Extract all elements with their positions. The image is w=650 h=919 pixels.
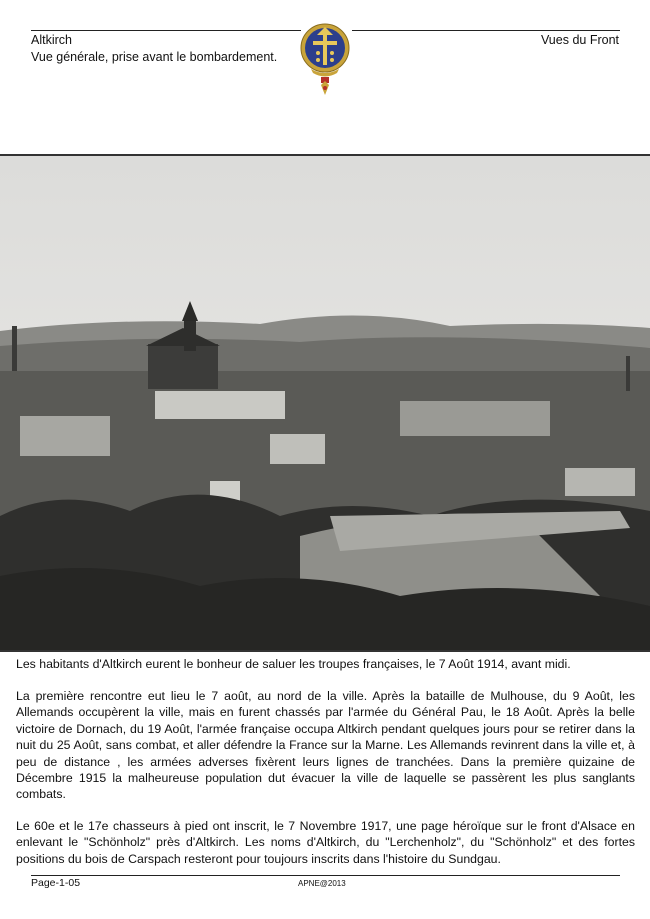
header-rule-left (31, 30, 301, 31)
coat-of-arms-icon (299, 15, 351, 99)
header-left (31, 32, 277, 66)
town-panorama-photo (0, 154, 650, 652)
credit-line: APNE@2013 (298, 879, 346, 888)
photo-caption: Vue générale, prise avant le bombardement. (31, 50, 278, 64)
paragraph-chasseurs: Le 60e et le 17e chasseurs à pied ont inscrit, le 7 Novembre 1917, une page héroïque sur le front d'Alsace en enlevant le "Schönholz" près d'Altkirch. Les noms d'Altkirch, du "Lerchenholz", du "Schönholz" et des fortes positions du bois de Carspach resteront pour toujours inscrits dans l'histoire du Sundgau. (16, 819, 635, 866)
place-name: Altkirch (31, 33, 72, 47)
header-rule-right (352, 30, 620, 31)
paragraph-intro: Les habitants d'Altkirch eurent le bonheur de saluer les troupes françaises, le 7 Août 1914, avant midi. (16, 657, 571, 671)
series-title: Vues du Front (540, 33, 619, 47)
page-number: Page-1-05 (31, 877, 81, 889)
paragraph-history: La première rencontre eut lieu le 7 août, au nord de la ville. Après la bataille de Mulhouse, du 9 Août, les Allemands occupèrent la ville, mais en furent chassés par l'armée du Général Pau, le 18 Août. Après la belle victoire de Dornach, du 19 Août, l'armée française occupa Altkirch pendant quelques jours pour se retirer dans la nuit du 25 Août, sans combat, et aller défendre la France sur la Marne. Les Allemands revinrent dans la ville et, à peu de distance , les armées adverses fixèrent leurs lignes de tranchées. Dans la première quizaine de Décembre 1915 la malheureuse population dut évacuer la ville de laquelle se passèrent les plus sanglants combats. (16, 689, 635, 802)
footer-rule (31, 875, 620, 876)
